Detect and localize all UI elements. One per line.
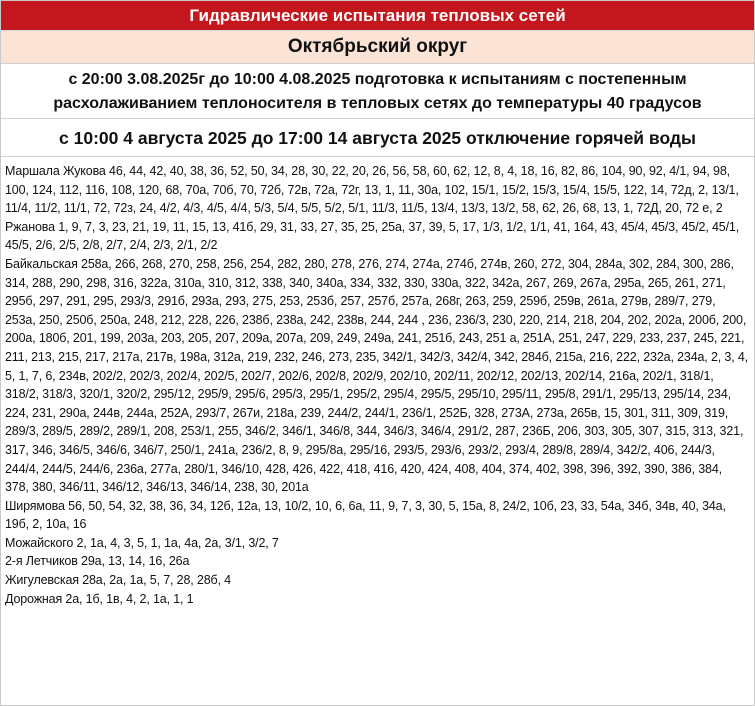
shutdown-period: с 10:00 4 августа 2025 до 17:00 14 августа 2025 отключение горячей воды — [1, 119, 754, 157]
notice-title: Гидравлические испытания тепловых сетей — [1, 1, 754, 31]
street-entry-zhigulevskaya: Жигулевская 28а, 2а, 1а, 5, 7, 28, 28б, 4 — [5, 573, 231, 588]
street-list — [1, 157, 754, 608]
street-entry-rzhanova: Ржанова 1, 9, 7, 3, 23, 21, 19, 11, 15, 13, 41б, 29, 31, 33, 27, 35, 25, 25а, 37, 39, 5, 17, 1/3, 1/2, 1/1, 41, 164, 43, 45/4, 45/3, 45/2, 45/1, 45/5, 2/6, 2/5, 2/8, 2/7, 2/4, 2/3, 2/1, 2/2 — [5, 219, 740, 253]
street-entry-dorozhnaya: Дорожная 2а, 1б, 1в, 4, 2, 1а, 1, 1 — [5, 591, 194, 606]
street-entry-baikalskaya: Байкальская 258а, 266, 268, 270, 258, 256, 254, 282, 280, 278, 276, 274, 274а, 274б, 274в, 260, 272, 304, 284а, 302, 284, 300, 286, 314, 288, 290, 298, 316, 322а, 310а, 310, 312, 338, 340, 340а, 334, 332, 330, 330а, 322, 342а, 267, 269, 267а, 295а, 265, 261, 271, 295б, 297, 291, 295, 293/3, 291б, 293а, 293, 275, 253, 253б, 257, 257б, 257а, 268г, 263, 259, 259б, 259в, 261а, 279в, 289/7, 279, 253а, 250, 250б, 250а, 248, 212, 228, 226, 238б, 238а, 242, 238в, 244, 244 , 236, 236/3, 230, 220, 214, 218, 204, 202, 202а, 200б, 200, 200а, 180б, 201, 199, 203а, 203, 205, 207, 209а, 207а, 209, 249, 249а, 241, 251б, 243, 251 а, 251А, 251, 247, 229, 233, 237, 245, 221, 211, 213, 215, 217, 217а, 217в, 198а, 312а, 219, 232, 246, 273, 235, 342/1, 342/3, 342/4, 342, 284б, 215а, 216, 222, 232а, 234а, 2, 3, 4, 5, 1, 7, 6, 234в, 202/2, 202/3, 202/4, 202/5, 202/7, 202/6, 202/8, 202/9, 202/10, 202/11, 202/12, 202/13, 202/14, 216а, 202/1, 318/1, 318/2, 318/3, 320/1, 320/2, 295/12, 295/9, 295/6, 295/3, 295/1, 295/2, 295/4, 295/5, 295/10, 295/11, 295/8, 291/1, 295/13, 295/14, 234, 224, 231, 290а, 244в, 244а, 252А, 293/7, 267и, 218а, 239, 244/2, 244/1, 236/1, 252Б, 328, 273А, 273а, 265в, 15, 301, 311, 309, 319, 289/3, 289/5, 289/2, 289/1, 208, 253/1, 255, 346/2, 346/1, 346/8, 344, 346/3, 346/4, 291/2, 287, 236Б, 206, 303, 305, 307, 315, 313, 321, 317, 346, 346/5, 346/6, 346/7, 250/1, 241а, 236/2, 8, 9, 295/8а, 295/16, 293/5, 293/6, 293/2, 293/4, 289/8, 289/4, 342/2, 406, 244/3, 244/4, 244/5, 244/6, 236а, 277а, 280/1, 346/10, 428, 426, 422, 418, 416, 420, 424, 408, 404, 374, 402, 398, 396, 392, 390, 386, 384, 378, 380, 346/11, 346/12, 346/13, 346/14, 238, 30, 201а — [5, 256, 748, 495]
street-entry-2ya-letchikov: 2-я Летчиков 29а, 13, 14, 16, 26а — [5, 554, 190, 569]
street-entry-marshala-zhukova: Маршала Жукова 46, 44, 42, 40, 38, 36, 52, 50, 34, 28, 30, 22, 20, 26, 56, 58, 60, 62, 12, 8, 4, 18, 16, 82, 86, 104, 90, 92, 4/1, 94, 98, 100, 124, 112, 116, 108, 120, 68, 70а, 70б, 70, 72б, 72в, 72а, 72г, 13, 1, 11, 30а, 102, 15/1, 15/2, 15/3, 15/4, 15/5, 122, 14, 72д, 2, 13/1, 11/4, 11/2, 11/1, 72, 72з, 24, 4/2, 4/3, 4/5, 4/4, 5/3, 5/4, 5/5, 5/2, 5/1, 11/3, 11/5, 13/4, 13/3, 13/2, 58, 62, 26, 68, 13, 1, 72Д, 20, 72 е, 2 — [5, 164, 739, 216]
cooldown-period: с 20:00 3.08.2025г до 10:00 4.08.2025 подготовка к испытаниям с постепенным расхолаживанием теплоносителя в тепловых сетях до температуры 40 градусов — [1, 64, 754, 119]
district-name: Октябрьский округ — [1, 31, 754, 64]
street-entry-shiryamova: Ширямова 56, 50, 54, 32, 38, 36, 34, 12б, 12а, 13, 10/2, 10, 6, 6а, 11, 9, 7, 3, 30, 5, 15а, 8, 24/2, 10б, 23, 33, 54а, 34б, 34в, 40, 34а, 19б, 2, 10а, 16 — [5, 498, 726, 532]
street-entry-mozhaiskogo: Можайского 2, 1а, 4, 3, 5, 1, 1а, 4а, 2а, 3/1, 3/2, 7 — [5, 535, 279, 550]
